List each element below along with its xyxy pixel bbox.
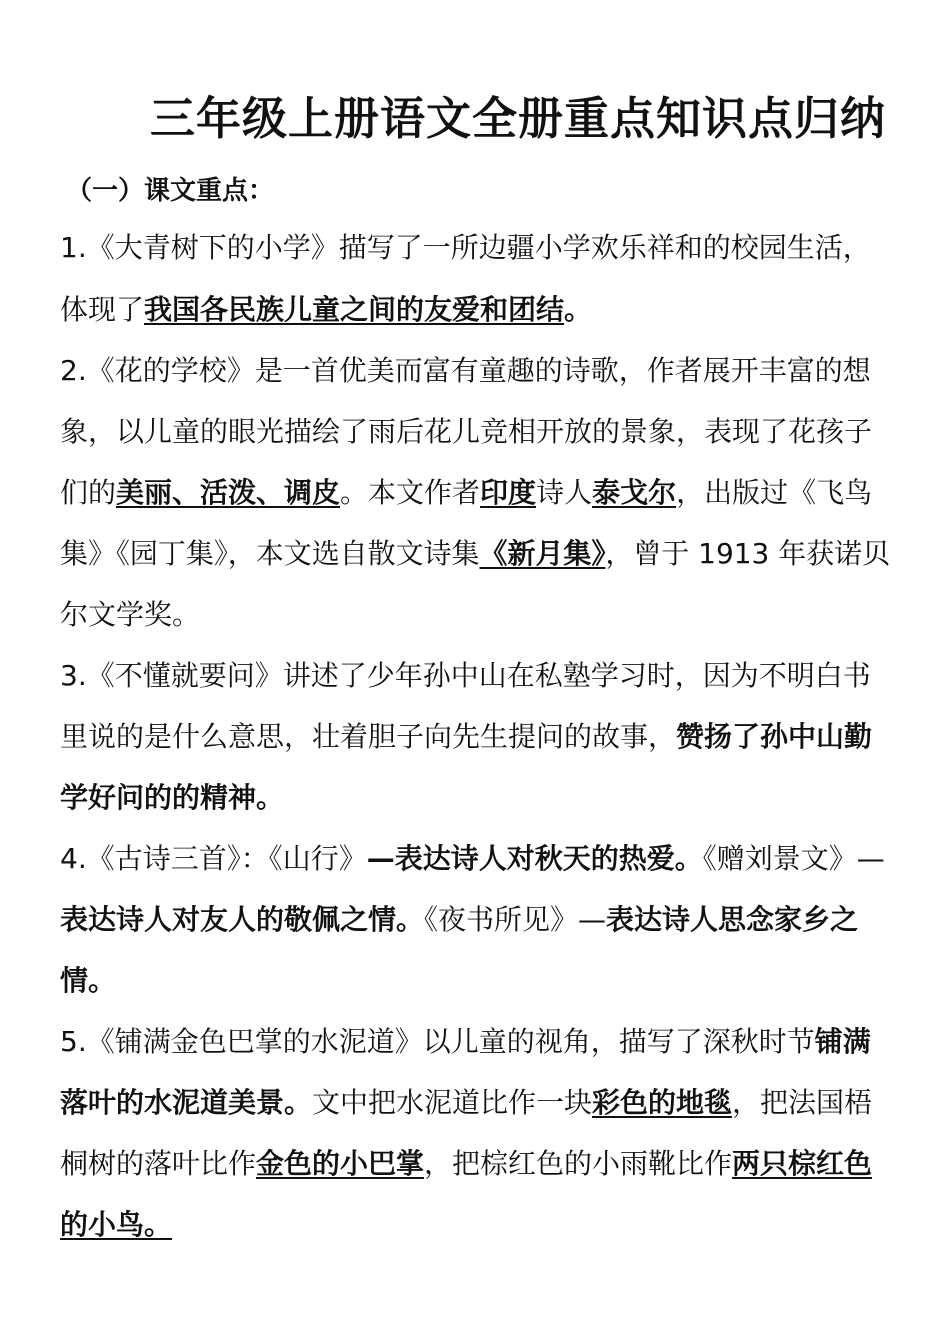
section-label: （一）课文重点 (66, 176, 249, 206)
p3-line-1: 3.《不懂就要问》讲述了少年孙中山在私塾学习时，因为不明白书 (60, 659, 871, 692)
p2-line-4: 集》《园丁集》，本文选自散文诗集《新月集》，曾于 1913 年获诺贝 (60, 537, 891, 570)
section-colon: ： (248, 176, 275, 206)
p2-key-traits: 美丽、活泼、调皮 (116, 476, 341, 509)
p5-key-birds-a: 两只棕红色 (732, 1147, 873, 1180)
p5-line-3: 桐树的落叶比作金色的小巴掌，把棕红色的小雨靴比作两只棕红色 (60, 1147, 873, 1180)
p5-line-4: 的小鸟。 (60, 1208, 173, 1241)
p2-line-5: 尔文学奖。 (60, 598, 201, 631)
p4-key-yeshusuojian: 表达诗人思念家乡之 (606, 903, 859, 936)
p2-line-2: 象，以儿童的眼光描绘了雨后花儿竞相开放的景象，表现了花孩子 (60, 415, 873, 448)
p5-key-palm: 金色的小巴掌 (256, 1147, 425, 1180)
p1-line-2: 体现了我国各民族儿童之间的友爱和团结。 (60, 293, 593, 326)
p2-key-collection: 《新月集》 (479, 537, 606, 570)
p2-line-1: 2.《花的学校》是一首优美而富有童趣的诗歌，作者展开丰富的想 (60, 354, 871, 387)
page-title: 三年级上册语文全册重点知识点归纳 (150, 92, 887, 145)
p4-line-3: 情。 (60, 964, 117, 997)
section-heading (66, 170, 274, 207)
p1-key-point: 我国各民族儿童之间的友爱和团结 (144, 293, 565, 326)
p2-line-3: 们的美丽、活泼、调皮。本文作者印度诗人泰戈尔，出版过《飞鸟 (60, 476, 873, 509)
p4-line-2: 表达诗人对友人的敬佩之情。《夜书所见》—表达诗人思念家乡之 (60, 903, 859, 936)
p5-key-scene-a: 铺满 (814, 1025, 871, 1058)
p3-line-3: 学好问的的精神。 (60, 781, 285, 814)
p2-key-country: 印度 (480, 476, 537, 509)
p5-line-2: 落叶的水泥道美景。文中把水泥道比作一块彩色的地毯，把法国梧 (60, 1086, 873, 1119)
p5-key-scene-b: 落叶的水泥道美景。 (60, 1086, 313, 1119)
p2-key-author: 泰戈尔 (592, 476, 677, 509)
p5-line-1: 5.《铺满金色巴掌的水泥道》以儿童的视角，描写了深秋时节铺满 (60, 1025, 871, 1058)
p4-line-1: 4.《古诗三首》：《山行》—表达诗人对秋天的热爱。《赠刘景文》— (60, 842, 885, 875)
p1-line-1: 1.《大青树下的小学》描写了一所边疆小学欢乐祥和的校园生活， (60, 231, 871, 264)
p5-key-carpet: 彩色的地毯 (592, 1086, 733, 1119)
p4-key-zengliujingwen: 表达诗人对友人的敬佩之情。 (60, 903, 425, 936)
p3-line-2: 里说的是什么意思，壮着胆子向先生提问的故事，赞扬了孙中山勤 (60, 720, 873, 753)
p4-key-shanxing: —表达诗人对秋天的热爱。 (366, 842, 703, 875)
p3-key-point: 赞扬了孙中山勤 (676, 720, 873, 753)
